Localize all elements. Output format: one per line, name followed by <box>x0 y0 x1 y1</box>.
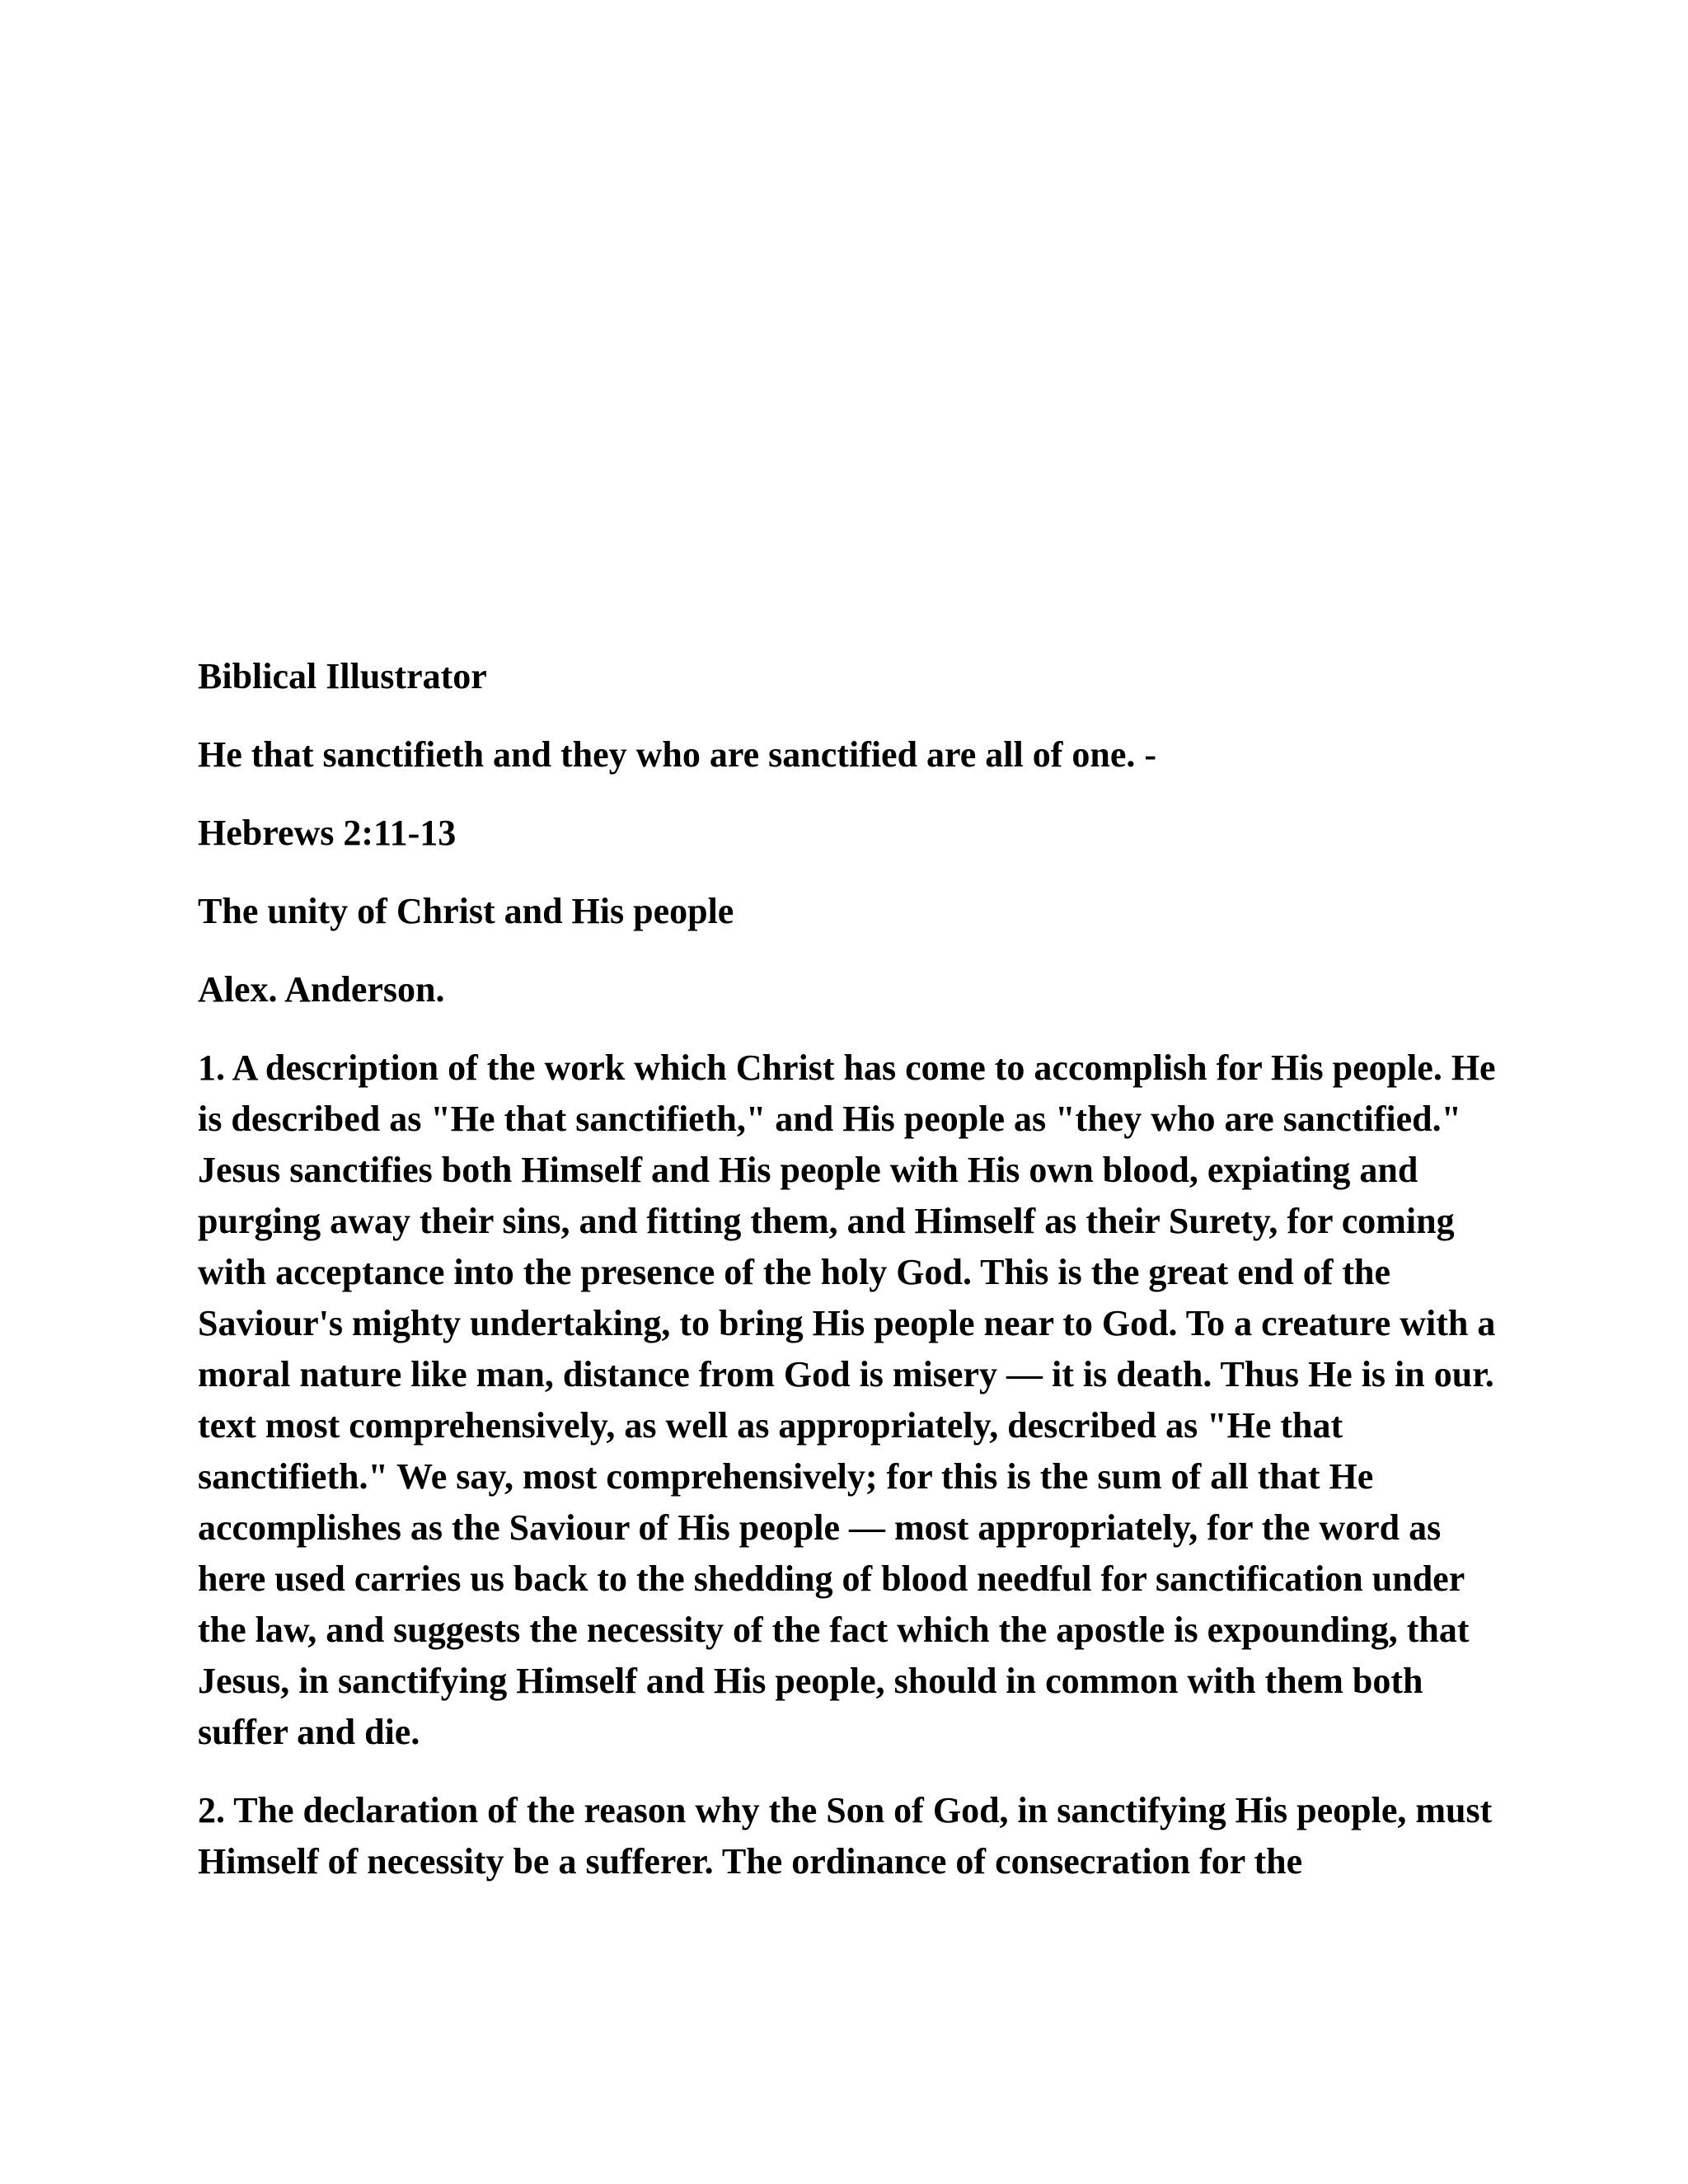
author-name: Alex. Anderson. <box>198 969 445 1010</box>
spacer <box>198 702 1508 729</box>
document-body <box>198 651 1508 1887</box>
paragraph-1: 1. A description of the work which Christ has come to accomplish for His people. He is described as "He that sanctifieth," and His people as "they who are sanctified." Jesus sanctifies both Himself and His people with His own blood, expiating and purging away their sins, and fitting them, and Himself as their Surety, for coming with acceptance into the presence of the holy God. This is the great end of the Saviour's mighty undertaking, to bring His people near to God. To a creature with a moral nature like man, distance from God is misery — it is death. Thus He is in our. text most comprehensively, as well as appropriately, described as "He that sanctifieth." We say, most comprehensively; for this is the sum of all that He accomplishes as the Saviour of His people — most appropriately, for the word as here used carries us back to the shedding of blood needful for sanctification under the law, and suggests the necessity of the fact which the apostle is expounding, that Jesus, in sanctifying Himself and His people, should in common with them both suffer and die. <box>198 1047 1496 1752</box>
spacer <box>198 780 1508 808</box>
verse-line: He that sanctifieth and they who are sanctified are all of one. - <box>198 734 1157 775</box>
document-heading: Biblical Illustrator <box>198 656 487 696</box>
spacer <box>198 1015 1508 1043</box>
scripture-reference: Hebrews 2:11-13 <box>198 813 457 853</box>
paragraph-2: 2. The declaration of the reason why the Son of God, in sanctifying His people, must Himself of necessity be a sufferer. The ordinance of consecration for the <box>198 1790 1493 1882</box>
spacer <box>198 859 1508 886</box>
spacer <box>198 937 1508 964</box>
spacer <box>198 1758 1508 1785</box>
section-subject: The unity of Christ and His people <box>198 891 734 931</box>
